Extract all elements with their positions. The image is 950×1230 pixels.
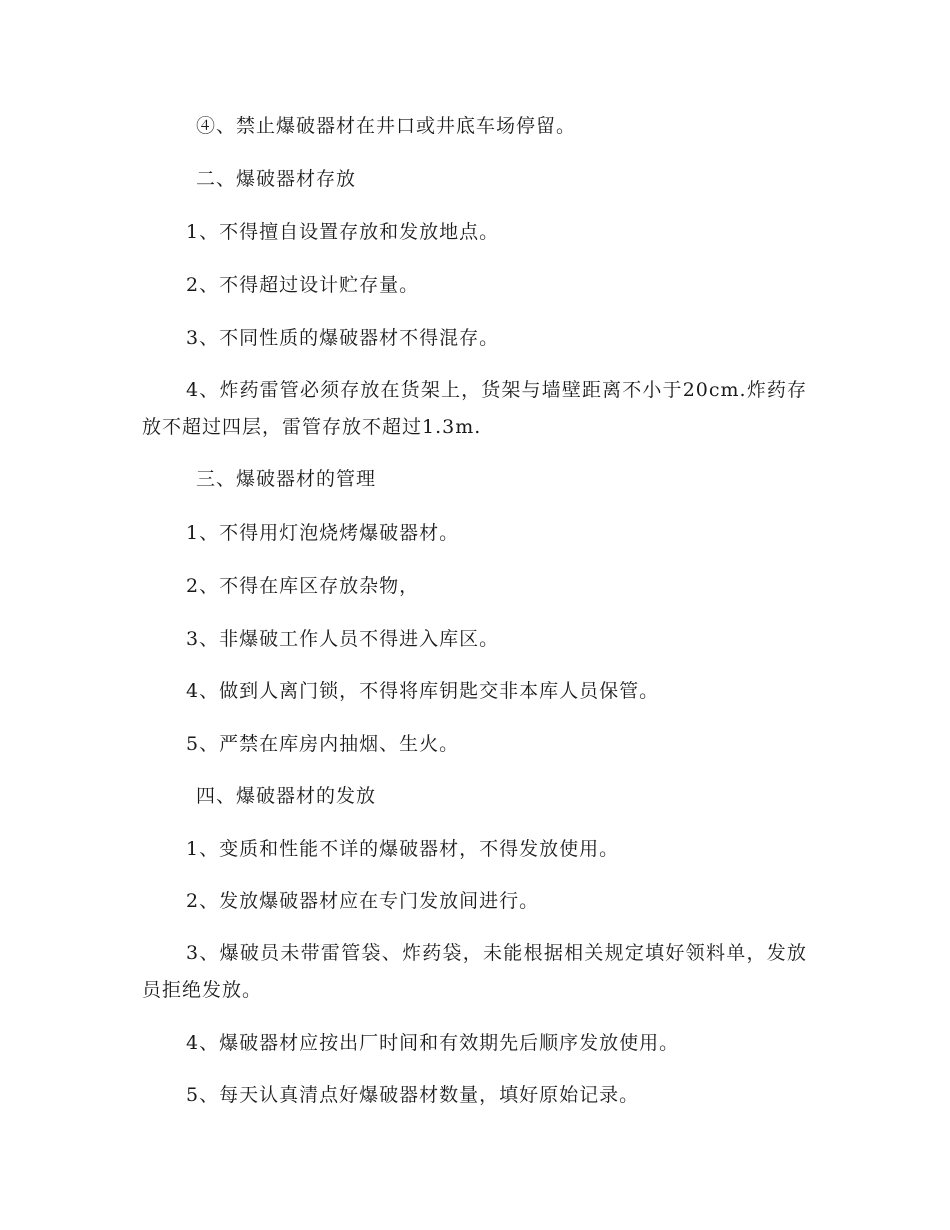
list-item: 4、做到人离门锁，不得将库钥匙交非本库人员保管。 [186, 680, 660, 702]
list-item: 2、发放爆破器材应在专门发放间进行。 [186, 890, 540, 912]
section-heading-management: 三、爆破器材的管理 [196, 468, 377, 490]
section-heading-distribution: 四、爆破器材的发放 [196, 785, 377, 807]
list-item: 5、每天认真清点好爆破器材数量，填好原始记录。 [186, 1084, 640, 1106]
list-item: 3、爆破员未带雷管袋、炸药袋，未能根据相关规定填好领料单，发放员拒绝发放。 [142, 942, 807, 1001]
list-item: 4、爆破器材应按出厂时间和有效期先后顺序发放使用。 [186, 1032, 680, 1054]
paragraph-item-4: ④、禁止爆破器材在井口或井底车场停留。 [196, 115, 577, 137]
list-item: 3、不同性质的爆破器材不得混存。 [186, 327, 500, 349]
list-item: 4、炸药雷管必须存放在货架上，货架与墙壁距离不小于20cm.炸药存放不超过四层，雷管存放不超过1.3m. [142, 379, 807, 438]
list-item: 2、不得超过设计贮存量。 [186, 274, 420, 296]
list-item: 3、非爆破工作人员不得进入库区。 [186, 628, 500, 650]
list-item: 1、变质和性能不详的爆破器材，不得发放使用。 [186, 838, 620, 860]
list-item: 1、不得用灯泡烧烤爆破器材。 [186, 522, 460, 544]
list-item: 1、不得擅自设置存放和发放地点。 [186, 221, 500, 243]
section-heading-storage: 二、爆破器材存放 [196, 168, 357, 190]
list-item: 2、不得在库区存放杂物， [186, 575, 420, 597]
list-item: 5、严禁在库房内抽烟、生火。 [186, 733, 460, 755]
